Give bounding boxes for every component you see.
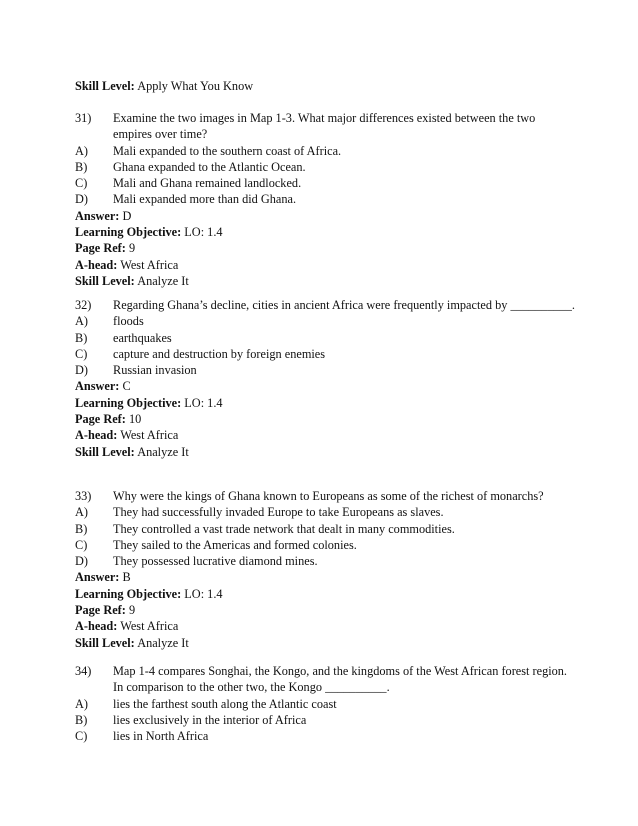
question-number: 32) (75, 298, 92, 312)
learning-objective-line (75, 395, 575, 411)
skill-level-value: Analyze It (137, 273, 189, 288)
a-head-label: A-head: (75, 619, 118, 634)
option-letter: B) (75, 330, 88, 345)
option-a (75, 504, 575, 520)
question-stem-row (75, 663, 575, 696)
a-head-value: West Africa (120, 428, 179, 443)
option-d (75, 362, 575, 378)
question-stem: Why were the kings of Ghana known to Europeans as some of the richest of monarchs? (113, 489, 544, 503)
skill-level-value: Apply What You Know (137, 79, 254, 93)
option-letter: C) (75, 346, 88, 361)
question-stem: Map 1-4 compares Songhai, the Kongo, and the kingdoms of the West African forest region. In comparison to the other two, the Kongo __________. (113, 664, 568, 695)
option-text: earthquakes (113, 330, 172, 345)
option-letter: B) (75, 159, 88, 174)
page-ref-line (75, 411, 575, 427)
question-number: 34) (75, 664, 92, 678)
option-letter: A) (75, 505, 88, 520)
question-stem-row (75, 110, 575, 143)
page-ref-line (75, 240, 575, 256)
option-letter: B) (75, 521, 88, 536)
a-head-label: A-head: (75, 257, 118, 272)
question-34 (75, 663, 575, 744)
option-text: floods (113, 314, 144, 329)
skill-level-label: Skill Level: (75, 444, 135, 459)
page-ref-label: Page Ref: (75, 412, 126, 427)
skill-level-line (75, 444, 575, 460)
question-stem: Examine the two images in Map 1-3. What major differences existed between the two empires over time? (113, 111, 536, 142)
answer-line (75, 378, 575, 394)
option-letter: D) (75, 192, 88, 207)
answer-line (75, 208, 575, 224)
skill-level-value: Analyze It (137, 635, 189, 650)
learning-objective-value: LO: 1.4 (184, 395, 223, 410)
option-text: Ghana expanded to the Atlantic Ocean. (113, 159, 306, 174)
skill-level-header (75, 78, 253, 94)
option-a (75, 313, 575, 329)
answer-value: D (122, 208, 132, 223)
option-letter: C) (75, 729, 88, 744)
page-ref-value: 9 (128, 603, 136, 618)
answer-label: Answer: (75, 379, 120, 394)
option-text: They controlled a vast trade network that dealt in many commodities. (113, 521, 455, 536)
option-c (75, 346, 575, 362)
answer-value: C (122, 379, 131, 394)
option-a (75, 143, 575, 159)
answer-value: B (122, 570, 131, 585)
a-head-value: West Africa (120, 619, 179, 634)
option-letter: B) (75, 712, 88, 727)
option-text: Russian invasion (113, 363, 197, 378)
option-c (75, 175, 575, 191)
option-c (75, 537, 575, 553)
option-letter: A) (75, 314, 88, 329)
page-ref-line (75, 602, 575, 618)
option-b (75, 159, 575, 175)
a-head-line (75, 618, 575, 634)
option-text: They had successfully invaded Europe to take Europeans as slaves. (113, 505, 444, 520)
option-b (75, 330, 575, 346)
option-text: lies exclusively in the interior of Africa (113, 712, 307, 727)
a-head-value: West Africa (120, 257, 179, 272)
option-text: Mali expanded to the southern coast of Africa. (113, 143, 342, 158)
learning-objective-line (75, 224, 575, 240)
option-letter: A) (75, 143, 88, 158)
option-a (75, 696, 575, 712)
option-b (75, 521, 575, 537)
option-text: They possessed lucrative diamond mines. (113, 554, 318, 569)
option-letter: C) (75, 176, 88, 191)
skill-level-value: Analyze It (137, 444, 189, 459)
page-ref-value: 10 (128, 412, 142, 427)
a-head-label: A-head: (75, 428, 118, 443)
option-text: They sailed to the Americas and formed colonies. (113, 537, 357, 552)
page-ref-value: 9 (128, 241, 136, 256)
option-text: lies the farthest south along the Atlantic coast (113, 696, 337, 711)
a-head-line (75, 257, 575, 273)
option-text: Mali expanded more than did Ghana. (113, 192, 297, 207)
question-stem: Regarding Ghana’s decline, cities in ancient Africa were frequently impacted by __________. (113, 298, 576, 312)
page-ref-label: Page Ref: (75, 603, 126, 618)
page-ref-label: Page Ref: (75, 241, 126, 256)
question-number: 33) (75, 489, 92, 503)
skill-level-line (75, 273, 575, 289)
option-letter: A) (75, 696, 88, 711)
learning-objective-line (75, 586, 575, 602)
option-text: Mali and Ghana remained landlocked. (113, 176, 302, 191)
question-number: 31) (75, 111, 92, 125)
option-b (75, 712, 575, 728)
option-d (75, 553, 575, 569)
option-text: capture and destruction by foreign enemies (113, 346, 326, 361)
option-letter: D) (75, 554, 88, 569)
option-c (75, 728, 575, 744)
answer-label: Answer: (75, 570, 120, 585)
question-33 (75, 488, 575, 651)
option-letter: D) (75, 363, 88, 378)
a-head-line (75, 427, 575, 443)
skill-level-label: Skill Level: (75, 635, 135, 650)
question-stem-row (75, 297, 575, 313)
skill-level-label: Skill Level: (75, 79, 135, 93)
question-32 (75, 297, 575, 460)
option-d (75, 191, 575, 207)
answer-line (75, 569, 575, 585)
skill-level-line (75, 635, 575, 651)
learning-objective-value: LO: 1.4 (184, 586, 223, 601)
question-stem-row (75, 488, 575, 504)
answer-label: Answer: (75, 208, 120, 223)
question-31 (75, 110, 575, 289)
skill-level-label: Skill Level: (75, 273, 135, 288)
learning-objective-value: LO: 1.4 (184, 225, 223, 240)
learning-objective-label: Learning Objective: (75, 586, 182, 601)
learning-objective-label: Learning Objective: (75, 395, 182, 410)
option-text: lies in North Africa (113, 729, 209, 744)
learning-objective-label: Learning Objective: (75, 225, 182, 240)
option-letter: C) (75, 537, 88, 552)
